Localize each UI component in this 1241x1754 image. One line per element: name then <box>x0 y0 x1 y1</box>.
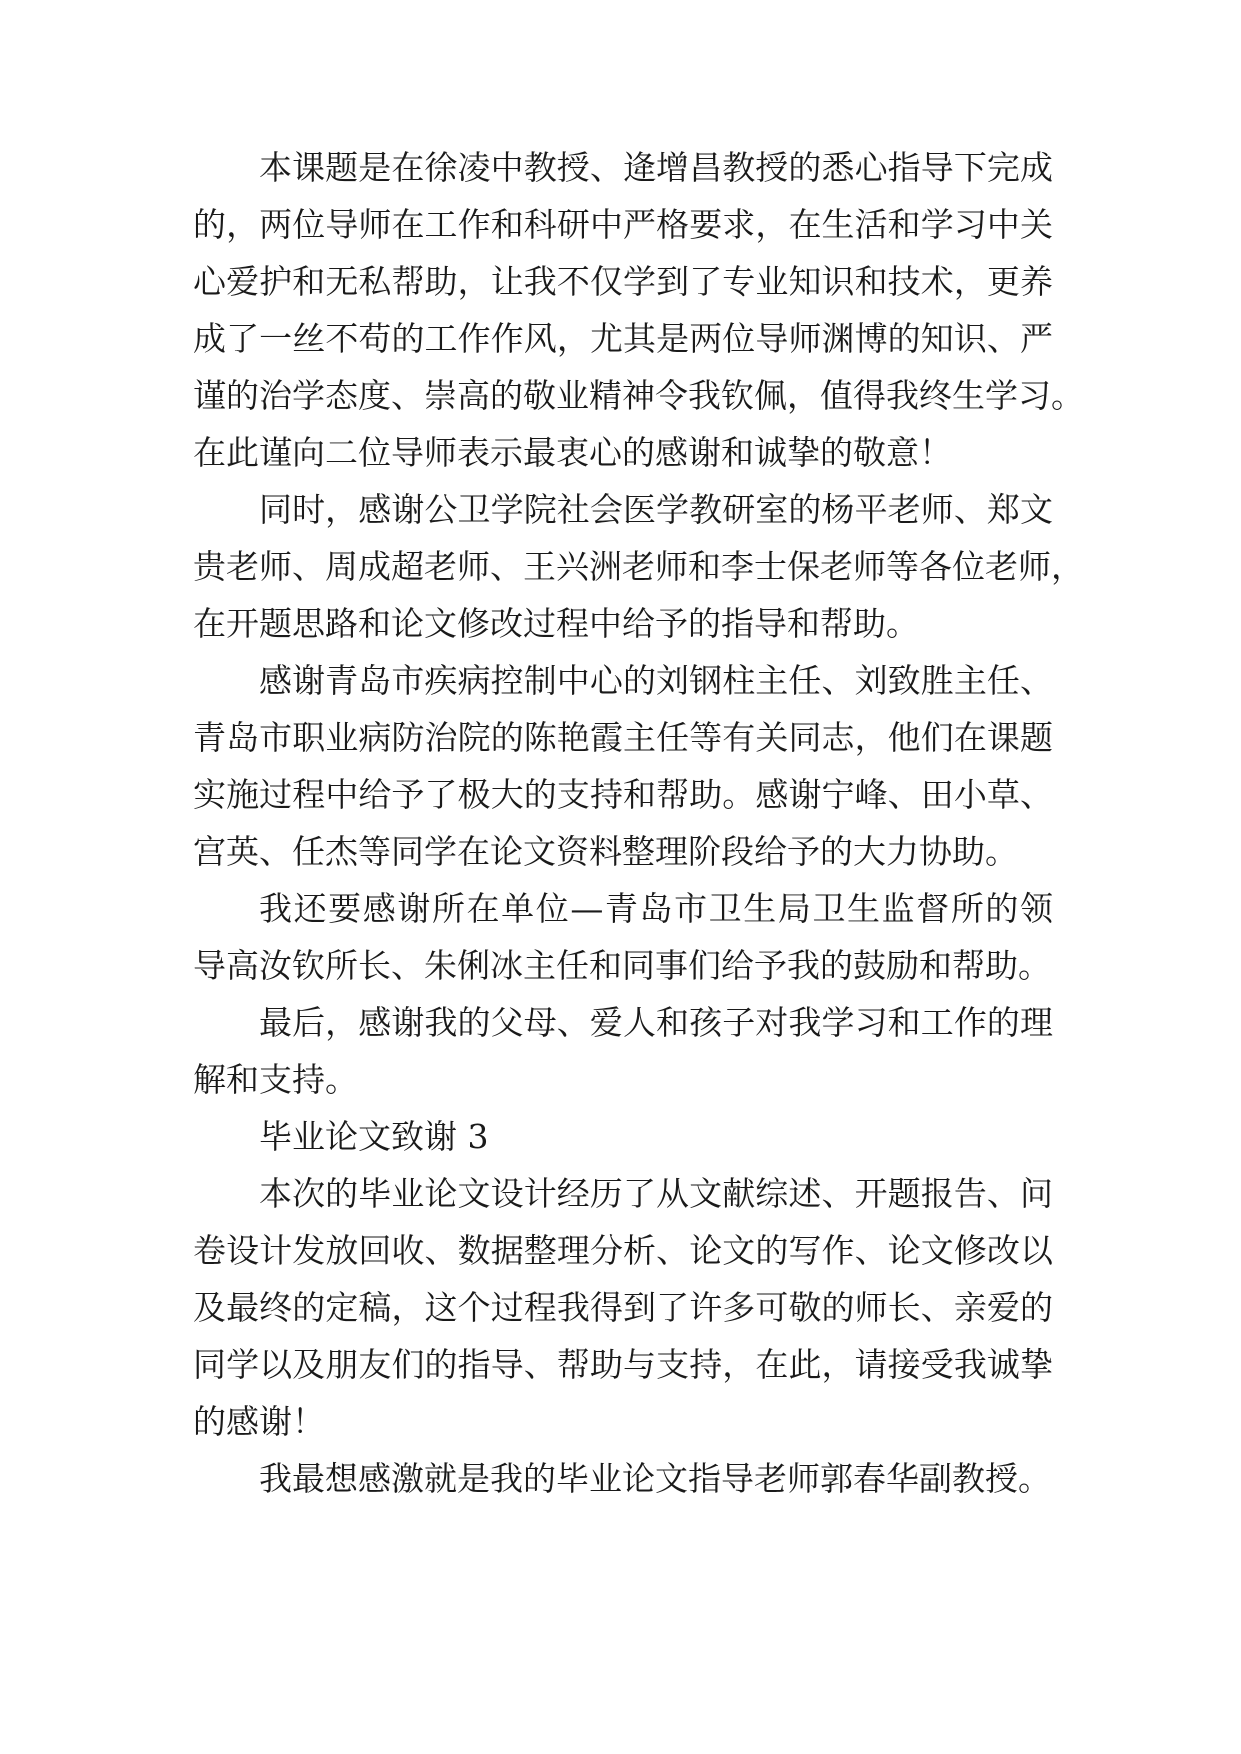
text-line: 谨的治学态度、崇高的敬业精神令我钦佩，值得我终生学习。 <box>193 376 1084 415</box>
text-line: 同学以及朋友们的指导、帮助与支持，在此，请接受我诚挚 <box>193 1345 1053 1384</box>
text-line: 在开题思路和论文修改过程中给予的指导和帮助。 <box>193 604 919 643</box>
text-line: 青岛市职业病防治院的陈艳霞主任等有关同志，他们在课题 <box>193 718 1053 757</box>
section-heading: 毕业论文致谢 3 <box>259 1117 489 1156</box>
text-line: 我还要感谢所在单位—青岛市卫生局卫生监督所的领 <box>259 889 1053 928</box>
text-line: 贵老师、周成超老师、王兴洲老师和李士保老师等各位老师， <box>193 547 1084 586</box>
text-line: 心爱护和无私帮助，让我不仅学到了专业知识和技术，更养 <box>193 262 1053 301</box>
text-line: 导高汝钦所长、朱俐冰主任和同事们给予我的鼓励和帮助。 <box>193 946 1051 985</box>
text-line: 最后，感谢我的父母、爱人和孩子对我学习和工作的理 <box>259 1003 1053 1042</box>
text-line: 同时，感谢公卫学院社会医学教研室的杨平老师、郑文 <box>259 490 1053 529</box>
text-line: 实施过程中给予了极大的支持和帮助。感谢宁峰、田小草、 <box>193 775 1053 814</box>
text-line: 成了一丝不苟的工作作风，尤其是两位导师渊博的知识、严 <box>193 319 1053 358</box>
text-line: 及最终的定稿，这个过程我得到了许多可敬的师长、亲爱的 <box>193 1288 1053 1327</box>
text-line: 卷设计发放回收、数据整理分析、论文的写作、论文修改以 <box>193 1231 1053 1270</box>
text-line: 解和支持。 <box>193 1060 358 1099</box>
text-line: 感谢青岛市疾病控制中心的刘钢柱主任、刘致胜主任、 <box>259 661 1053 700</box>
text-line: 本次的毕业论文设计经历了从文献综述、开题报告、问 <box>259 1174 1053 1213</box>
text-line: 在此谨向二位导师表示最衷心的感谢和诚挚的敬意！ <box>193 433 952 472</box>
text-line: 我最想感激就是我的毕业论文指导老师郭春华副教授。 <box>259 1459 1051 1498</box>
text-line: 宫英、任杰等同学在论文资料整理阶段给予的大力协助。 <box>193 832 1018 871</box>
text-line: 本课题是在徐凌中教授、逄增昌教授的悉心指导下完成 <box>259 148 1053 187</box>
text-line: 的感谢！ <box>193 1402 325 1441</box>
text-line: 的，两位导师在工作和科研中严格要求，在生活和学习中关 <box>193 205 1053 244</box>
